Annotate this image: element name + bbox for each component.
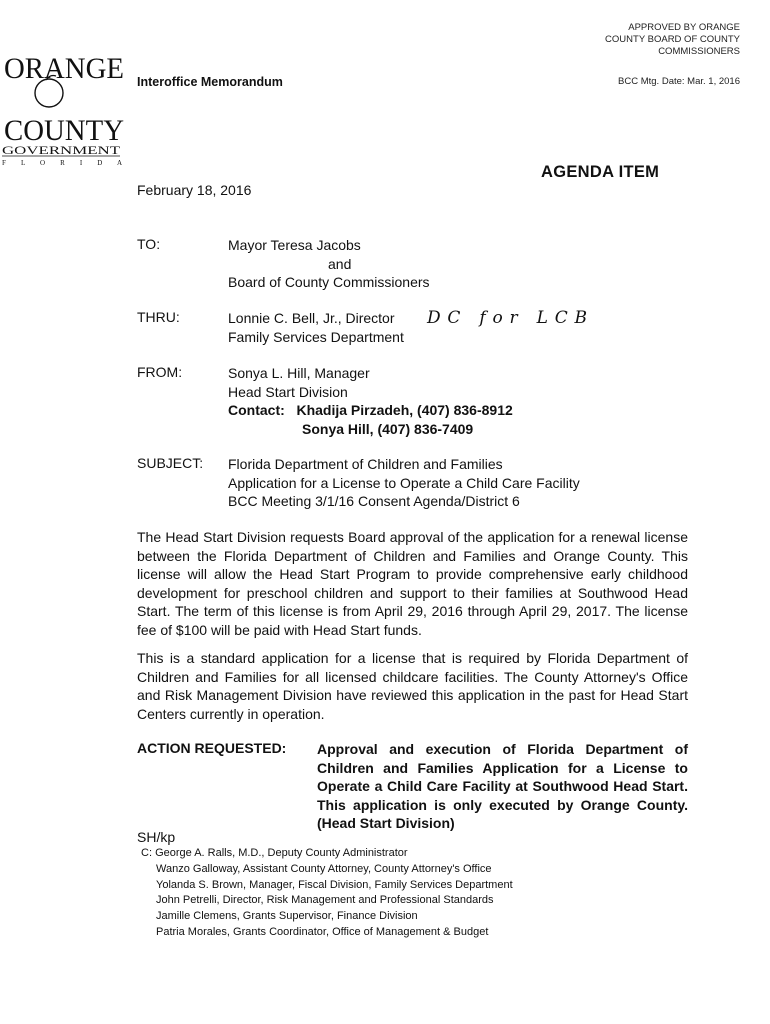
action-requested-text: Approval and execution of Florida Department of Children and Families Application for a License to Operate a Child Care Facility at Southwood Head Start. This application is only executed by Orange County. (Head Start Division) (317, 741, 688, 831)
cc-list (141, 846, 513, 941)
to-line: Mayor Teresa Jacobs (228, 237, 361, 253)
thru-line: Lonnie C. Bell, Jr., Director (228, 310, 395, 326)
bcc-meeting-date: BCC Mtg. Date: Mar. 1, 2016 (618, 76, 740, 87)
approval-line: COMMISSIONERS (658, 46, 740, 57)
to-line: Board of County Commissioners (228, 274, 430, 290)
memo-title: Interoffice Memorandum (137, 75, 283, 89)
from-line: Head Start Division (228, 383, 348, 400)
action-requested-label: ACTION REQUESTED: (137, 740, 287, 756)
approval-line: APPROVED BY ORANGE (628, 22, 740, 33)
from-line: Sonya L. Hill, Manager (228, 365, 370, 381)
logo-line-government: GOVERNMENT (2, 143, 121, 157)
cc-line: Wanzo Galloway, Assistant County Attorney, County Attorney's Office (156, 862, 492, 875)
subject-line: Application for a License to Operate a Child Care Facility (228, 474, 580, 491)
orange-county-logo (0, 50, 128, 168)
cc-line: George A. Ralls, M.D., Deputy County Administrator (155, 847, 408, 859)
author-initials: SH/kp (137, 829, 176, 845)
subject-line: Florida Department of Children and Families (228, 456, 503, 472)
memo-date: February 18, 2016 (137, 182, 252, 198)
logo-line-county: COUNTY (4, 114, 124, 147)
cc-line: Patria Morales, Grants Coordinator, Office of Management & Budget (156, 925, 489, 938)
cc-line: Jamille Clemens, Grants Supervisor, Finance Division (156, 910, 418, 923)
contact-primary: Khadija Pirzadeh, (407) 836-8912 (296, 402, 513, 418)
to-line: and (328, 255, 352, 272)
subject-line: BCC Meeting 3/1/16 Consent Agenda/District 6 (228, 493, 520, 509)
from-label: FROM: (137, 364, 183, 380)
body-paragraph-2: This is a standard application for a license that is required by Florida Department of Children and Families for all licensed childcare facilities. The County Attorney's Office and Risk Management Division have reviewed this application in the past for Head Start Centers currently in operation. (137, 650, 688, 722)
signature-text: DC for LCB (427, 308, 587, 328)
contact-secondary: Sonya Hill, (407) 836-7409 (302, 420, 474, 437)
subject-text (228, 455, 580, 511)
thru-label: THRU: (137, 309, 180, 325)
cc-line-first (141, 846, 513, 862)
cc-line: John Petrelli, Director, Risk Management and Professional Standards (156, 894, 494, 907)
to-recipients (228, 236, 430, 292)
cc-prefix: C: (141, 847, 152, 859)
to-label: TO: (137, 236, 161, 252)
logo-line-orange: ORANGE (4, 52, 124, 85)
approval-line: COUNTY BOARD OF COUNTY (605, 34, 740, 45)
contact-line (228, 401, 513, 420)
agenda-item-label: AGENDA ITEM (541, 163, 660, 181)
subject-label: SUBJECT: (137, 455, 204, 471)
logo-line-florida: F L O R I D A (2, 159, 122, 167)
cc-line: Yolanda S. Brown, Manager, Fiscal Division, Family Services Department (156, 878, 513, 891)
body-paragraph-1: The Head Start Division requests Board approval of the application for a renewal license between the Florida Department of Children and Families and Orange County. This license will allow the Head Start Program to provide comprehensive early childhood development for preschool children and support to their families at Southwood Head Start. The term of this license is from April 29, 2016 through April 29, 2017. The license fee of $100 will be paid with Head Start funds. (137, 529, 688, 638)
contact-label: Contact: (228, 402, 285, 418)
handwritten-signature (425, 299, 595, 331)
approval-stamp (605, 22, 740, 58)
thru-recipients (228, 309, 404, 346)
thru-line: Family Services Department (228, 328, 404, 345)
from-sender (228, 364, 513, 438)
